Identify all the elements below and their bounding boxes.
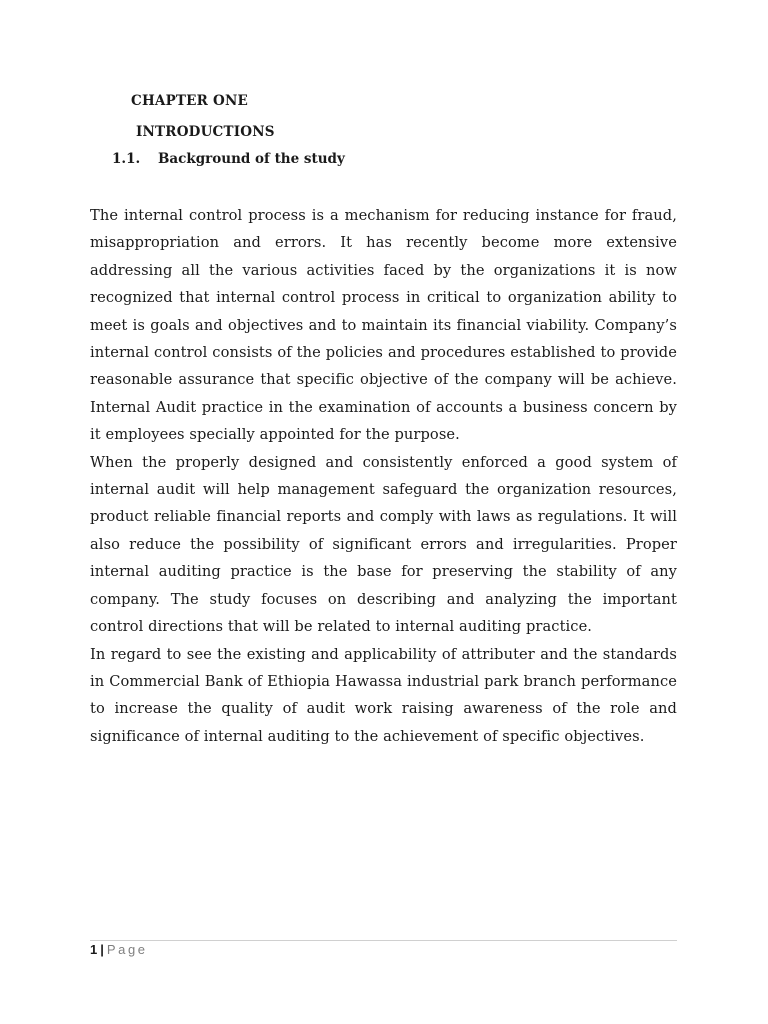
page-footer <box>90 942 148 957</box>
footer-separator: | <box>100 942 104 957</box>
subsection-title: Background of the study <box>158 151 345 167</box>
paragraph-1: The internal control process is a mechanism for reducing instance for fraud, misappropriation and errors. It has recently become more extensive addressing all the various activities faced by the organizations it is now recognized that internal control process in critical to organization ability to meet is goals and objectives and to maintain its financial viability. Company’s internal control consists of the policies and procedures established to provide reasonable assurance that specific objective of the company will be achieve. Internal Audit practice in the examination of accounts a business concern by it employees specially appointed for the purpose. <box>90 207 677 444</box>
paragraph-3: In regard to see the existing and applicability of attributer and the standards in Commercial Bank of Ethiopia Hawassa industrial park branch performance to increase the quality of audit work raising awareness of the role and significance of internal auditing to the achievement of specific objectives. <box>90 645 677 745</box>
subsection-heading <box>112 151 345 167</box>
paragraph-2: When the properly designed and consistently enforced a good system of internal audit will help management safeguard the organization resources, product reliable financial reports and comply with laws as regulations. It will also reduce the possibility of significant errors and irregularities. Proper internal auditing practice is the base for preserving the stability of any company. The study focuses on describing and analyzing the important control directions that will be related to internal auditing practice. <box>90 453 677 636</box>
page-label: Page <box>106 942 148 957</box>
footer-divider <box>90 940 677 941</box>
body-text <box>90 202 677 750</box>
chapter-title: CHAPTER ONE <box>131 93 248 109</box>
subsection-number: 1.1. <box>112 151 141 167</box>
page-number: 1 <box>90 942 98 957</box>
section-heading: INTRODUCTIONS <box>136 124 275 140</box>
